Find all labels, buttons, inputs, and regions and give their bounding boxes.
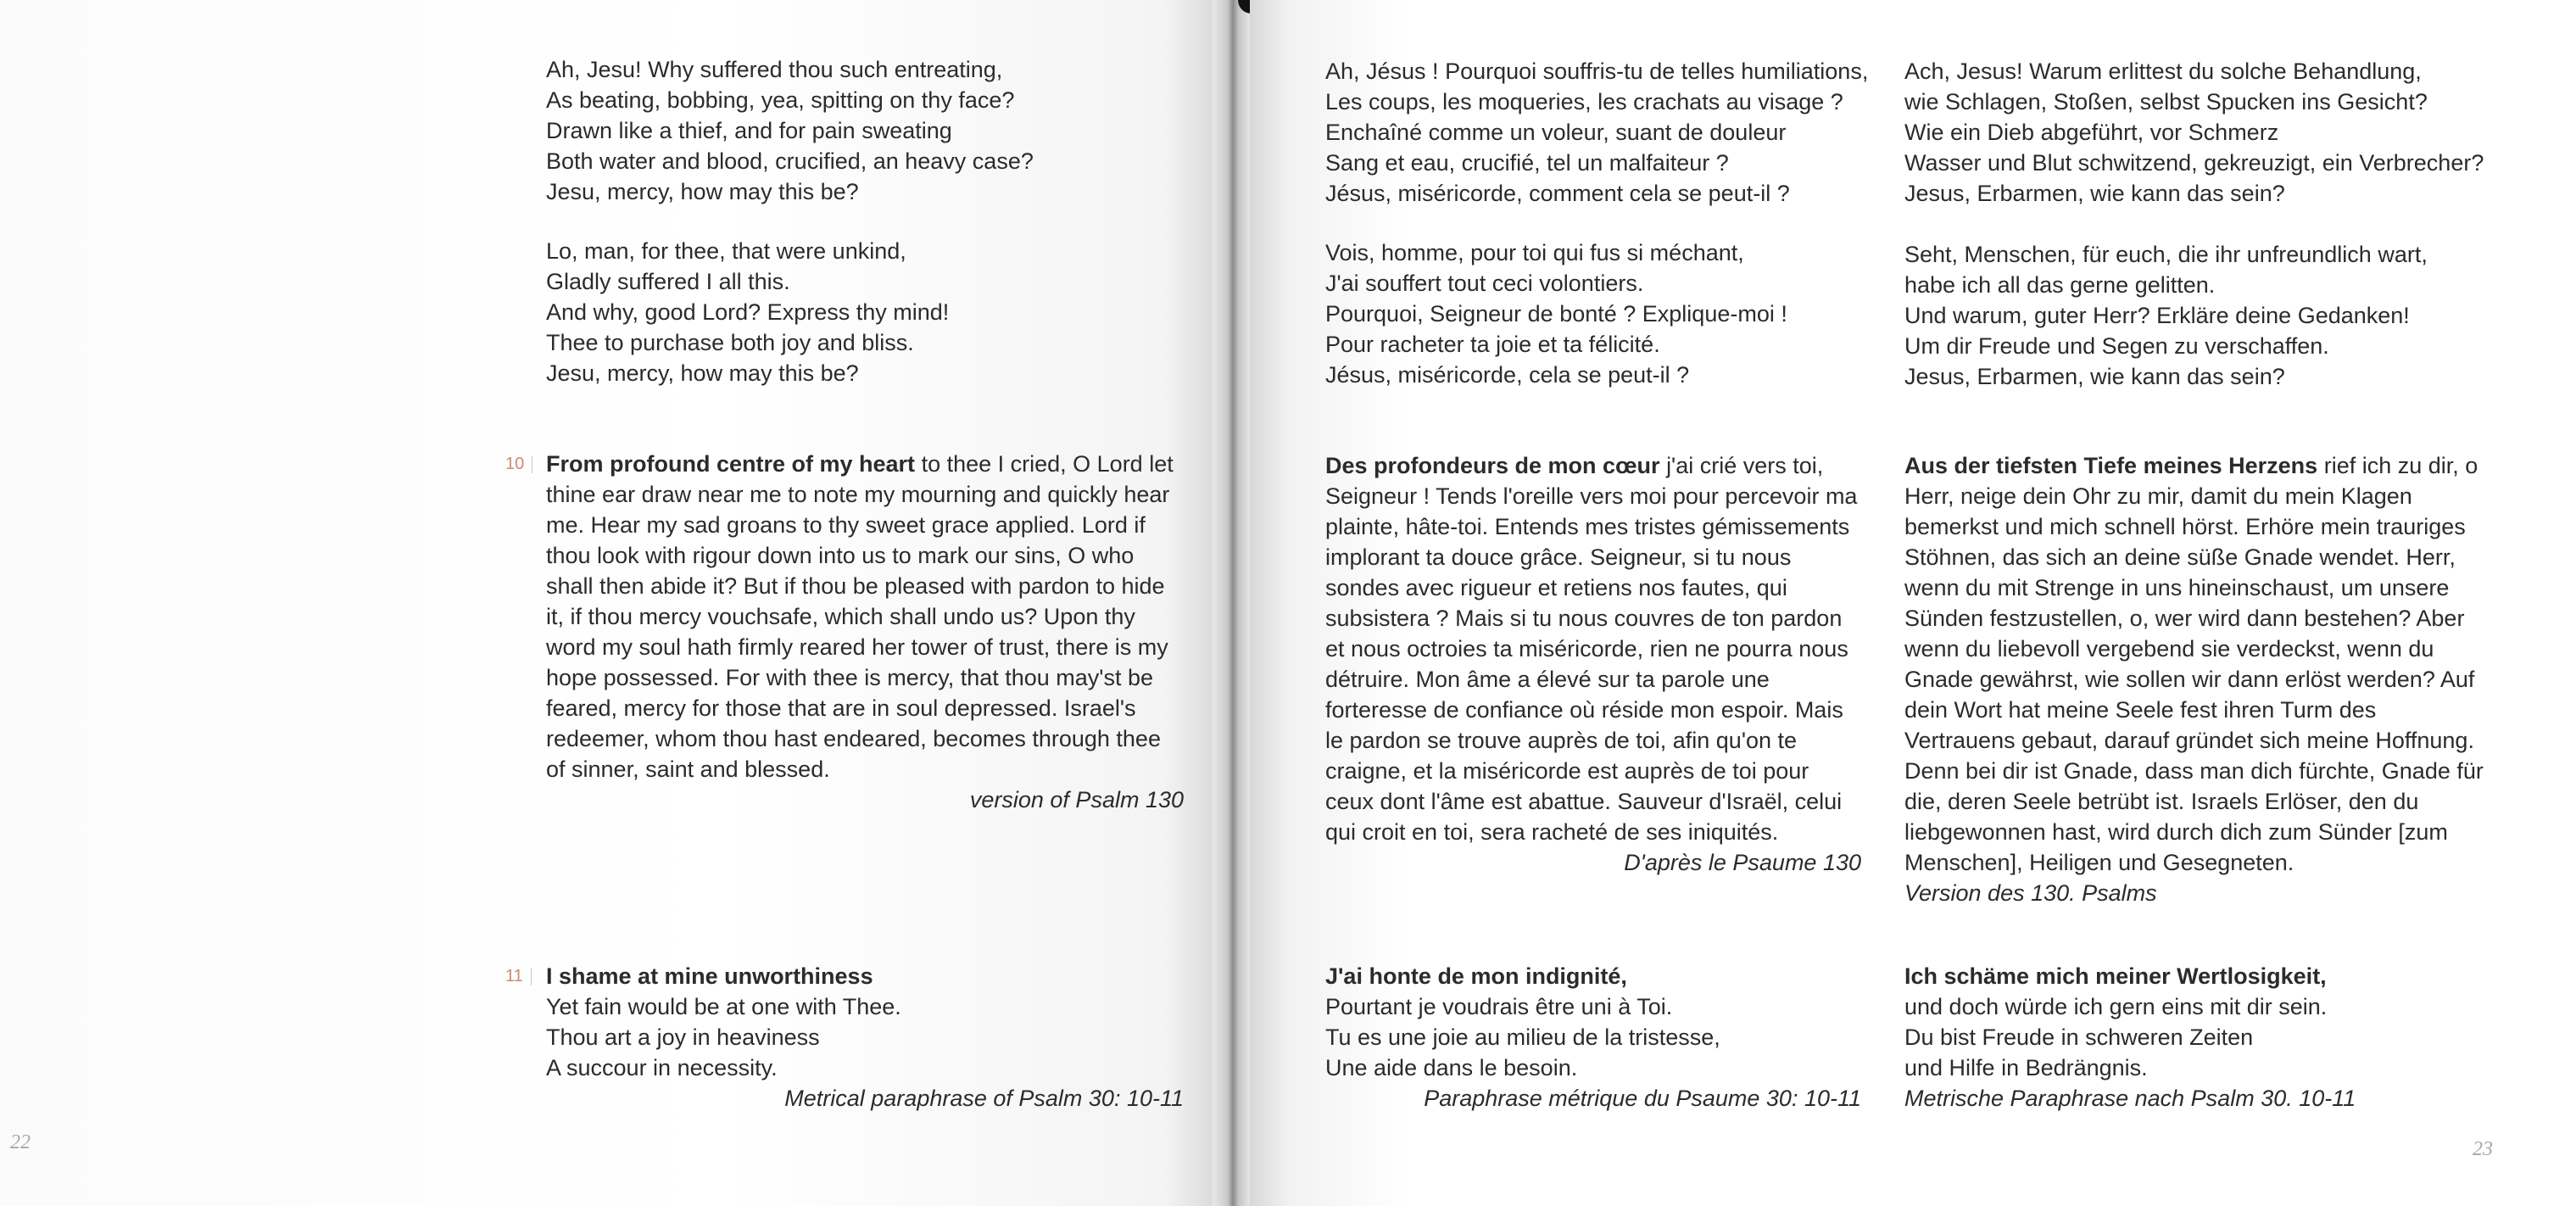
verse-line: Jesus, Erbarmen, wie kann das sein? — [1904, 364, 2285, 389]
verse-line: Les coups, les moqueries, les crachats au visage ? — [1325, 89, 1843, 114]
stanza-1-english — [546, 54, 1190, 207]
verse-line: wie Schlagen, Stoßen, selbst Spucken ins Gesicht? — [1904, 89, 2428, 114]
section-11-english — [546, 961, 1184, 1114]
verse-line: und doch würde ich gern eins mit dir sein. — [1904, 994, 2328, 1019]
page-number-left: 22 — [10, 1131, 31, 1153]
verse-line: Wasser und Blut schwitzend, gekreuzigt, ein Verbrecher? — [1904, 150, 2484, 176]
psalm-incipit: From profound centre of my heart — [546, 451, 916, 477]
psalm-incipit: Des profondeurs de mon cœur — [1325, 453, 1660, 478]
verse-line: Sang et eau, crucifié, tel un malfaiteur ? — [1325, 150, 1729, 176]
psalm-paragraph — [546, 449, 1184, 784]
paraphrase-citation: Paraphrase métrique du Psaume 30: 10-11 — [1424, 1086, 1861, 1111]
verse-line: Du bist Freude in schweren Zeiten — [1904, 1025, 2254, 1050]
psalm-text: rief ich zu dir, o Herr, neige dein Ohr zu mir, damit du mein Klagen bemerkst und mich schnell hörst. Erhöre mein trauriges Stöhnen, das sich an deine süße Gnade wendet. Herr, wenn du mit Strenge in uns hineinschaust, um unsere Sünden festzustellen, o, wer wird dann bestehen? Aber wenn du liebevoll vergebend sie verdeckst, wenn du Gnade gewährst, wie sollen wir dann erlöst werden? Auf dein Wort hat meine Seele fest ihren Turm des Vertrauens gebaut, darauf gründet sich meine Hoffnung. Denn bei dir ist Gnade, dass man dich fürchte, Gnade für die, deren Seele betrübt ist. Israels Erlöser, den du liebgewonnen hast, wird durch dich zum Sünder [zum Menschen], Heiligen und Gesegneten. — [1904, 453, 2484, 875]
verse-line: Lo, man, for thee, that were unkind, — [546, 238, 906, 264]
verse-line: Drawn like a thief, and for pain sweating — [546, 118, 952, 143]
stanza-1-german — [1904, 56, 2498, 209]
psalm-130-english — [546, 449, 1184, 815]
section-number-10: 10 — [505, 449, 524, 479]
verse-line: Ich schäme mich meiner Wertlosigkeit, — [1904, 963, 2327, 989]
verse-line: Ach, Jesus! Warum erlittest du solche Behandlung, — [1904, 59, 2422, 84]
psalm-130-german — [1904, 450, 2491, 908]
left-page — [0, 0, 1213, 1206]
psalm-citation: D'après le Psaume 130 — [1624, 850, 1861, 875]
verse-line: Yet fain would be at one with Thee. — [546, 994, 901, 1019]
paraphrase-citation: Metrical paraphrase of Psalm 30: 10-11 — [784, 1086, 1184, 1111]
verse-line: und Hilfe in Bedrängnis. — [1904, 1055, 2148, 1080]
verse-line: A succour in necessity. — [546, 1055, 778, 1080]
verse-line: I shame at mine unworthiness — [546, 963, 873, 989]
paraphrase-citation: Metrische Paraphrase nach Psalm 30. 10-11 — [1904, 1086, 2356, 1111]
stanza-2-english — [546, 236, 1190, 388]
verse-line: J'ai souffert tout ceci volontiers. — [1325, 271, 1644, 296]
psalm-incipit: Aus der tiefsten Tiefe meines Herzens — [1904, 453, 2318, 478]
verse-line: Jesus, Erbarmen, wie kann das sein? — [1904, 181, 2285, 206]
verse-line: Jesu, mercy, how may this be? — [546, 360, 859, 386]
section-number-11: 11 — [505, 961, 523, 991]
verse-line: As beating, bobbing, yea, spitting on thy face? — [546, 87, 1015, 113]
psalm-citation: version of Psalm 130 — [969, 787, 1184, 812]
stanza-1-french — [1325, 56, 1868, 209]
verse-line: Pour racheter ta joie et ta félicité. — [1325, 332, 1660, 357]
psalm-citation: Version des 130. Psalms — [1904, 880, 2157, 906]
section-11-french — [1325, 961, 1861, 1114]
verse-line: And why, good Lord? Express thy mind! — [546, 299, 950, 325]
verse-line: habe ich all das gerne gelitten. — [1904, 272, 2216, 298]
verse-line: Seht, Menschen, für euch, die ihr unfreundlich wart, — [1904, 242, 2428, 267]
stanza-2-french — [1325, 237, 1868, 390]
verse-line: Both water and blood, crucified, an heavy case? — [546, 148, 1034, 174]
verse-line: Une aide dans le besoin. — [1325, 1055, 1578, 1080]
psalm-paragraph — [1325, 450, 1861, 847]
verse-line: Jésus, miséricorde, cela se peut-il ? — [1325, 362, 1690, 388]
verse-line: Thee to purchase both joy and bliss. — [546, 330, 914, 355]
verse-line: Und warum, guter Herr? Erkläre deine Gedanken! — [1904, 303, 2410, 328]
verse-line: Tu es une joie au milieu de la tristesse, — [1325, 1025, 1720, 1050]
right-page — [1250, 0, 2576, 1206]
psalm-text: j'ai crié vers toi, Seigneur ! Tends l'oreille vers moi pour percevoir ma plainte, hâte-toi. Entends mes tristes gémissements implorant ta douce grâce. Seigneur, si tu nous sondes avec rigueur et retiens nos fautes, qui subsistera ? Mais si tu nous couvres de ton pardon et nous octroies ta miséricorde, rien ne pourra nous détruire. Mon âme a élevé sur ta parole une forteresse de confiance où réside mon espoir. Mais le pardon se trouve auprès de toi, afin qu'on te craigne, et la miséricorde est auprès de toi pour ceux dont l'âme est abattue. Sauveur d'Israël, celui qui croit en toi, sera racheté de ses iniquités. — [1325, 453, 1858, 845]
verse-line: Wie ein Dieb abgeführt, vor Schmerz — [1904, 120, 2279, 145]
verse-line: Jésus, miséricorde, comment cela se peut-il ? — [1325, 181, 1790, 206]
verse-line: Um dir Freude und Segen zu verschaffen. — [1904, 333, 2329, 359]
psalm-paragraph — [1904, 450, 2491, 878]
section-11-german — [1904, 961, 2491, 1114]
verse-line: Ah, Jésus ! Pourquoi souffris-tu de telles humiliations, — [1325, 59, 1869, 84]
book-gutter — [1213, 0, 1250, 1206]
verse-line: Jesu, mercy, how may this be? — [546, 179, 859, 204]
verse-line: Pourtant je voudrais être uni à Toi. — [1325, 994, 1673, 1019]
verse-line: Pourquoi, Seigneur de bonté ? Explique-moi ! — [1325, 301, 1787, 327]
verse-line: Vois, homme, pour toi qui fus si méchant, — [1325, 240, 1744, 265]
page-number-right: 23 — [2473, 1138, 2493, 1160]
verse-line: Enchaîné comme un voleur, suant de douleur — [1325, 120, 1787, 145]
verse-line: Thou art a joy in heaviness — [546, 1025, 820, 1050]
verse-line: Ah, Jesu! Why suffered thou such entreating, — [546, 57, 1003, 82]
verse-line: J'ai honte de mon indignité, — [1325, 963, 1627, 989]
stanza-2-german — [1904, 239, 2498, 392]
psalm-130-french — [1325, 450, 1861, 878]
psalm-text: to thee I cried, O Lord let thine ear draw near me to note my mourning and quickly hear me. Hear my sad groans to thy sweet grace applied. Lord if thou look with rigour down into us to mark our sins, O who shall then abide it? But if thou be pleased with pardon to hide it, if thou mercy vouchsafe, which shall undo us? Upon thy word my soul hath firmly reared her tower of trust, there is my hope possessed. For with thee is mercy, that thou may'st be feared, mercy for those that are in soul depressed. Israel's redeemer, whom thou hast endeared, becomes through thee of sinner, saint and blessed. — [546, 451, 1174, 782]
verse-line: Gladly suffered I all this. — [546, 269, 790, 294]
